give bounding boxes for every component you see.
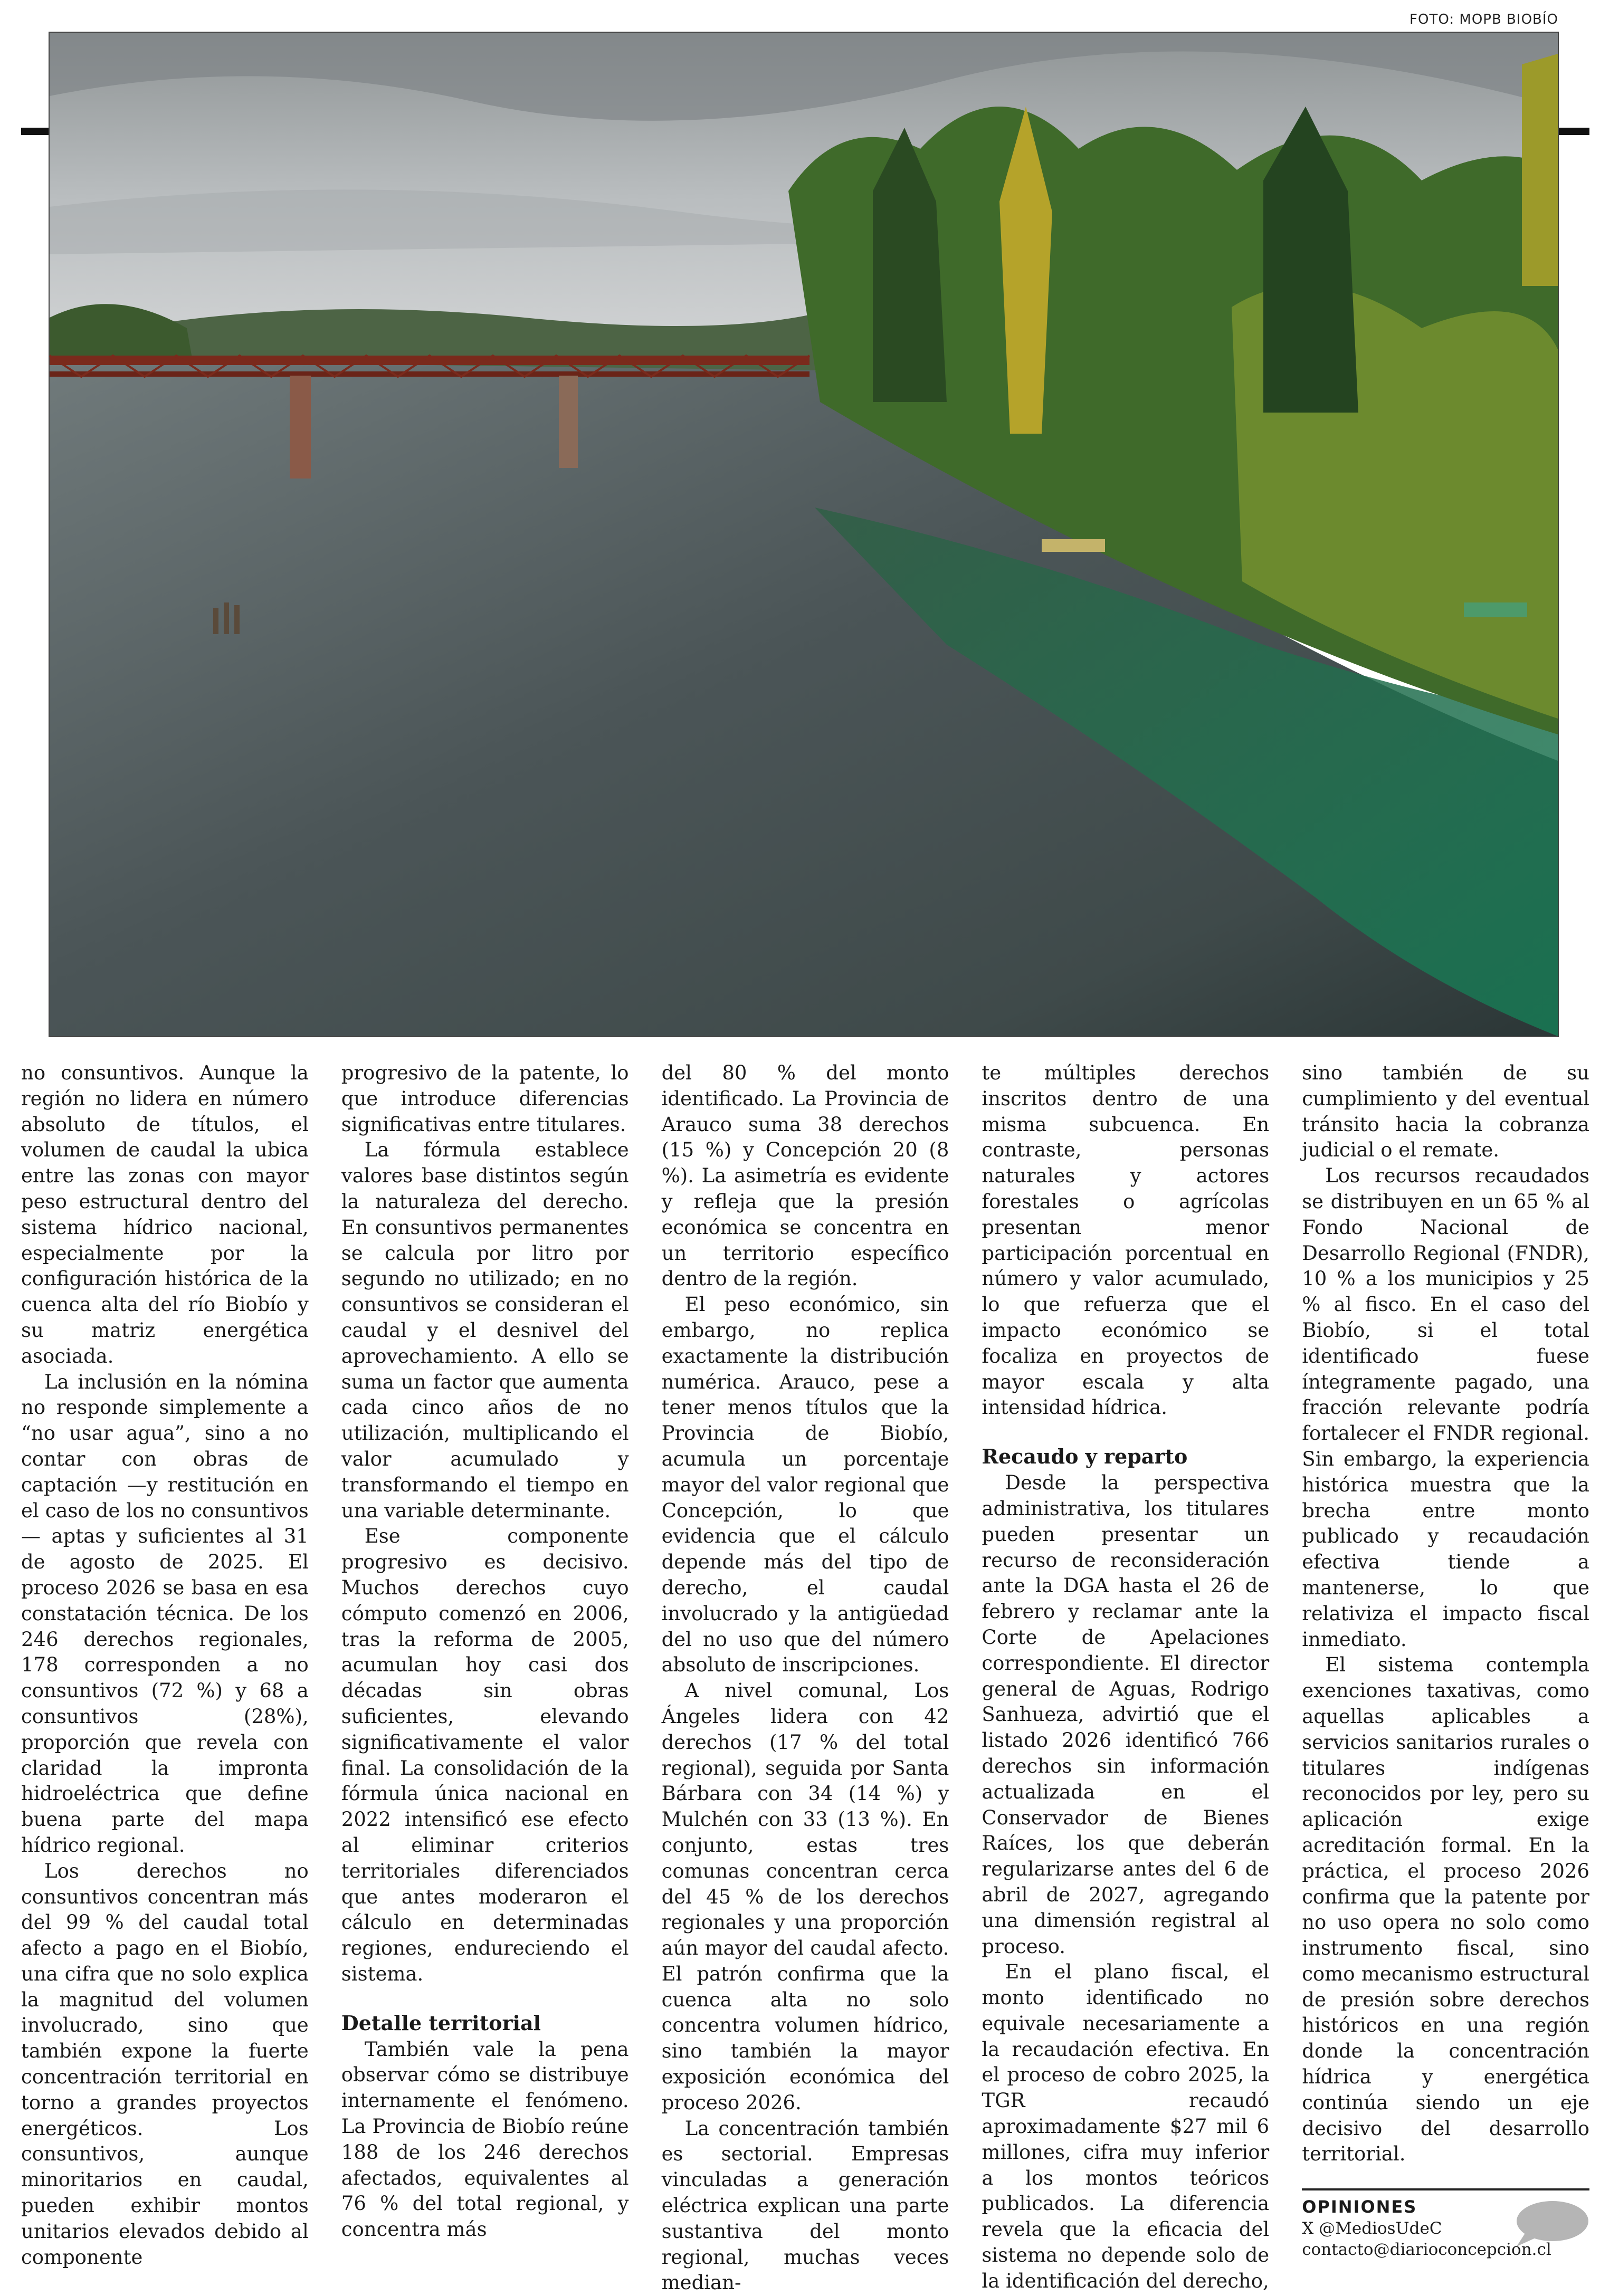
section-heading: Detalle territorial [341, 2011, 541, 2035]
column-5 [1302, 1060, 1589, 2260]
footer-title: OPINIONES [1302, 2197, 1417, 2217]
column-2 [341, 1060, 629, 2241]
paragraph: La inclusión en la nómina no responde simplemente a “no usar agua”, sino a no contar con obras de captación —y restitución en el caso de los no consuntivos— aptas y suficientes al 31 de agosto de 2025. El proceso 2026 se basa en esa constatación técnica. De los 246 derechos regionales, 178 corresponden a no consuntivos (72 %) y 68 a consuntivos (28%), proporción que revela con claridad la impronta hidroeléctrica que define buena parte del mapa hídrico regional. [21, 1370, 309, 1857]
paragraph: Los derechos no consuntivos concentran más del 99 % del caudal total afecto a pago en el Biobío, una cifra que no solo explica la magnitud del volumen involucrado, sino que también expone la fuerte concentración territorial en torno a grandes proyectos energéticos. Los consuntivos, aunque minoritarios en caudal, pueden exhibir montos unitarios elevados debido al componente [21, 1859, 309, 2269]
paragraph: Los recursos recaudados se distribuyen en un 65 % al Fondo Nacional de Desarrollo Regional (FNDR), 10 % a los municipios y 25 % al fisco. En el caso del Biobío, si el total identificado fuese íntegramente pagado, una fracción relevante podría fortalecer el FNDR regional. Sin embargo, la experiencia histórica muestra que la brecha entre monto publicado y recaudación efectiva tiende a mantenerse, lo que relativiza el impacto fiscal inmediato. [1302, 1164, 1589, 1651]
paragraph: La concentración también es sectorial. Empresas vinculadas a generación eléctrica explican una parte sustantiva del monto regional, muchas veces median- [661, 2117, 949, 2294]
section-heading: Recaudo y reparto [982, 1444, 1188, 1469]
article-body [21, 1060, 1589, 2294]
paragraph: Ese componente progresivo es decisivo. Muchos derechos cuyo cómputo comenzó en 2006, tras la reforma de 2005, acumulan hoy casi dos décadas sin obras suficientes, elevando significativamente el valor final. La consolidación de la fórmula única nacional en 2022 intensificó ese efecto al eliminar criterios territoriales diferenciados que antes moderaron el cálculo en determinadas regiones, endureciendo el sistema. [341, 1525, 629, 1985]
opinions-footer [1302, 2188, 1589, 2260]
paragraph: sino también de su cumplimiento y del eventual tránsito hacia la cobranza judicial o el remate. [1302, 1061, 1589, 1162]
paragraph: En el plano fiscal, el monto identificado no equivale necesariamente a la recaudación efectiva. En el proceso de cobro 2025, la TGR recaudó aproximadamente $27 mil 6 millones, cifra muy inferior a los montos teóricos publicados. La diferencia revela que la eficacia del sistema no depende solo de la identificación del derecho, [982, 1960, 1270, 2292]
paragraph: no consuntivos. Aunque la región no lidera en número absoluto de títulos, el volumen de caudal la ubica entre las zonas con mayor peso estructural dentro del sistema hídrico nacional, especialmente por la configuración histórica de la cuenca alta del río Biobío y su matriz energética asociada. [21, 1061, 309, 1367]
river-bridge-photo [49, 32, 1559, 1037]
paragraph: te múltiples derechos inscritos dentro de una misma subcuenca. En contraste, personas naturales y actores forestales o agrícolas presentan menor participación porcentual en número y valor acumulado, lo que refuerza que el impacto económico se focaliza en proyectos de mayor escala y alta intensidad hídrica. [982, 1061, 1270, 1419]
paragraph: del 80 % del monto identificado. La Provincia de Arauco suma 38 derechos (15 %) y Concepción 20 (8 %). La asimetría es evidente y refleja que la presión económica se concentra en un territorio específico dentro de la región. [661, 1061, 949, 1290]
paragraph: progresivo de la patente, lo que introduce diferencias significativas entre titulares. [341, 1061, 629, 1136]
speech-bubble-icon [1510, 2199, 1589, 2247]
paragraph: El peso económico, sin embargo, no replica exactamente la distribución numérica. Arauco, pese a tener menos títulos que la Provincia de Biobío, acumula un porcentaje mayor del valor regional que Concepción, lo que evidencia que el cálculo depende más del tipo de derecho, el caudal involucrado y la antigüedad del no uso que del número absoluto de inscripciones. [661, 1293, 949, 1677]
paragraph: A nivel comunal, Los Ángeles lidera con 42 derechos (17 % del total regional), seguida por Santa Bárbara con 34 (14 %) y Mulchén con 33 (13 %). En conjunto, estas tres comunas concentran cerca del 45 % de los derechos regionales y una proporción aún mayor del caudal afecto. El patrón confirma que la cuenca alta no solo concentra volumen hídrico, sino también la mayor exposición económica del proceso 2026. [661, 1679, 949, 2114]
paragraph: El sistema contempla exenciones taxativas, como aquellas aplicables a servicios sanitarios rurales o titulares indígenas reconocidos por ley, pero su aplicación exige acreditación formal. En la práctica, el proceso 2026 confirma que la patente por no uso opera no solo como instrumento fiscal, sino como mecanismo estructural de presión sobre derechos históricos en una región donde la concentración hídrica y energética continúa siendo un eje decisivo del desarrollo territorial. [1302, 1653, 1589, 2166]
paragraph: Desde la perspectiva administrativa, los titulares pueden presentar un recurso de reconsideración ante la DGA hasta el 26 de febrero y reclamar ante la Corte de Apelaciones correspondiente. El director general de Aguas, Rodrigo Sanhueza, advirtió que el listado 2026 identificó 766 derechos sin información actualizada en el Conservador de Bienes Raíces, los que deberán regularizarse antes del 6 de abril de 2027, agregando una dimensión registral al proceso. [982, 1471, 1270, 1958]
paragraph: También vale la pena observar cómo se distribuye internamente el fenómeno. La Provincia de Biobío reúne 188 de los 246 derechos afectados, equivalentes al 76 % del total regional, y concentra más [341, 2037, 629, 2241]
header-rule-left [21, 128, 49, 135]
photo-credit: FOTO: MOPB BIOBÍO [1410, 12, 1558, 27]
footer-email[interactable]: contacto@diarioconcepcion.cl [1302, 2240, 1551, 2260]
paragraph: La fórmula establece valores base distintos según la naturaleza del derecho. En consuntivos permanentes se calcula por litro por segundo no utilizado; en no consuntivos se consideran el caudal y el desnivel del aprovechamiento. A ello se suma un factor que aumenta cada cinco años de no utilización, multiplicando el valor acumulado y transformando el tiempo en una variable determinante. [341, 1139, 629, 1522]
footer-twitter[interactable]: X @MediosUdeC [1302, 2219, 1442, 2238]
column-1 [21, 1060, 309, 2269]
column-3 [661, 1060, 949, 2294]
header-rule-right [1557, 128, 1589, 135]
column-4 [982, 1060, 1270, 2292]
